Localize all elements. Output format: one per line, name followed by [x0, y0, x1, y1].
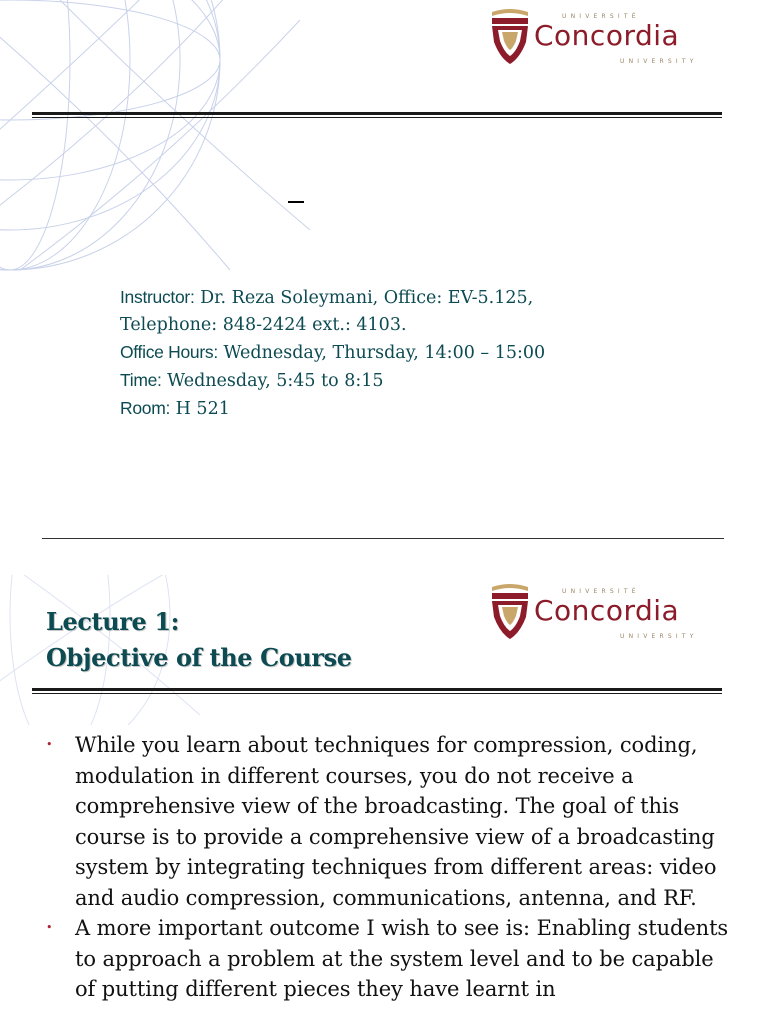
- course-info: [120, 284, 545, 423]
- office-hours-value: Wednesday, Thursday, 14:00 – 15:00: [217, 343, 546, 363]
- bullet-dot-icon: •: [46, 738, 53, 751]
- logo-bottom-text: UNIVERSITY: [620, 58, 698, 65]
- office-hours-label: Office Hours:: [120, 342, 218, 362]
- time-value: Wednesday, 5:45 to 8:15: [161, 371, 384, 391]
- telephone-line: Telephone: 848-2424 ext.: 4103.: [120, 315, 407, 335]
- header-rule-thin: [32, 117, 722, 118]
- logo-name: Concordia: [534, 594, 680, 627]
- office-hours-line: [120, 339, 545, 367]
- concordia-logo: [490, 8, 730, 70]
- lecture-title-line-1: Lecture 1:: [46, 607, 180, 636]
- lecture-title-line-2: Objective of the Course: [46, 643, 352, 672]
- bullet-text: While you learn about techniques for compression, coding, modulation in different courses, you do not receive a comprehensive view of the broadcasting. The goal of this course is to provide a comprehensive view of a broadcasting system by integrating techniques from different areas: video and audio compression, communications, antenna, and RF.: [75, 733, 717, 910]
- time-label: Time:: [120, 370, 162, 390]
- logo-top-text: UNIVERSITÉ: [562, 588, 640, 595]
- instructor-label: Instructor:: [120, 287, 195, 307]
- instructor-value: Dr. Reza Soleymani, Office: EV-5.125,: [194, 288, 534, 308]
- time-line: [120, 367, 545, 395]
- header-rule-thick: [32, 688, 722, 691]
- room-line: [120, 395, 545, 423]
- room-value: H 521: [170, 399, 230, 419]
- logo-top-text: UNIVERSITÉ: [562, 13, 640, 20]
- room-label: Room:: [120, 398, 171, 418]
- instructor-line: [120, 284, 545, 312]
- bullet-text: A more important outcome I wish to see is: Enabling students to approach a problem at the system level and to be capable of putting different pieces they have learnt in: [75, 916, 729, 1001]
- concordia-logo: [490, 583, 730, 645]
- header-rule-thin: [32, 693, 722, 694]
- globe-watermark-icon: [0, 0, 330, 300]
- slide-separator: [42, 538, 724, 539]
- objective-bullet-list: [46, 730, 736, 1005]
- logo-bottom-text: UNIVERSITY: [620, 633, 698, 640]
- concordia-shield-icon: [490, 8, 530, 66]
- header-rule-thick: [32, 112, 722, 115]
- logo-name: Concordia: [534, 19, 680, 52]
- subtitle-dash: [288, 201, 304, 203]
- bullet-item: [46, 730, 736, 913]
- lecture-title: [46, 604, 352, 676]
- concordia-shield-icon: [490, 583, 530, 641]
- bullet-dot-icon: •: [46, 921, 53, 934]
- bullet-item: [46, 913, 736, 1005]
